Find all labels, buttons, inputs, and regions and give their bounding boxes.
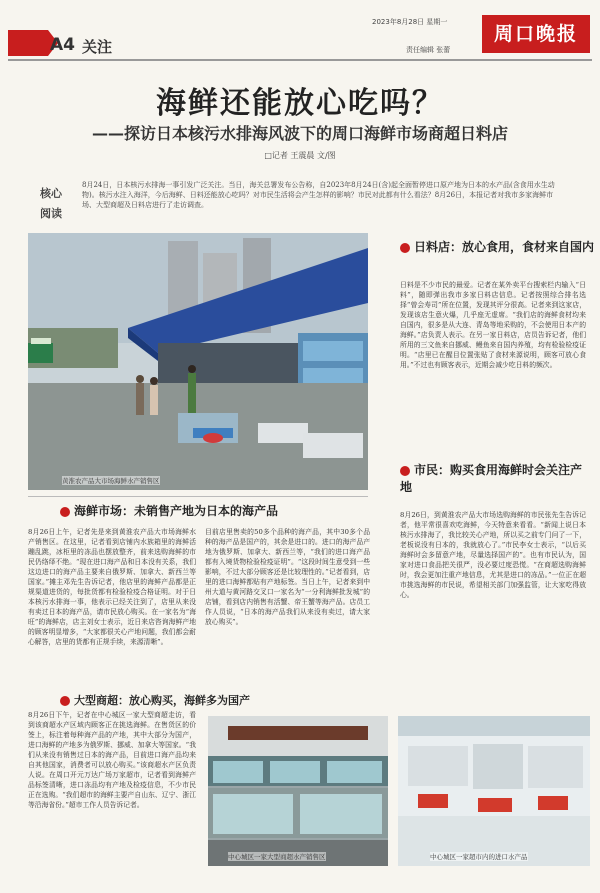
mall-photo <box>208 716 388 866</box>
market-photo-illustration <box>28 233 368 490</box>
supermarket-photo-caption: 中心城区一家超市内的进口水产品 <box>430 853 528 861</box>
bullet-icon <box>60 696 70 706</box>
mall-photo-caption: 中心城区一家大型商超水产销售区 <box>228 853 326 861</box>
restaurant-body: 日料是不少市民的最爱。记者在某外卖平台搜索栏内输入“日料”，随即弹出我市多家日料店信息。记者按照综合排名选择“曾会寿司”所在位置，发现其评分很高。记者来到这家店，发现该店生意火爆，几乎座无虚席。“我们店的海鲜食材均来自国内，很多是从大连、青岛等地采购的，不会使用日本产的海鲜。”店负责人表示。在另一家日料店，店员告诉记者，他们所用的三文鱼来自挪威、鳗鱼来自国内养殖，均有检验检疫证明。“店里已在醒目位置张贴了食材来源说明，顾客可放心食用。”不过也有顾客表示，近期会减少吃日料的频次。 <box>400 281 586 369</box>
bullet-icon <box>400 466 410 476</box>
lead-label: 核心阅读 <box>40 187 62 220</box>
header-divider <box>8 59 592 61</box>
market-photo-caption: 黄淮农产品大市场海鲜水产销售区 <box>62 477 160 485</box>
mall-heading-text: 大型商超：放心购买，海鲜多为国产 <box>74 694 250 707</box>
mall-heading <box>60 692 250 708</box>
section-name: 关注 <box>82 38 113 56</box>
citizens-heading-text: 市民：购买食用海鲜时会关注产地 <box>400 463 583 494</box>
newspaper-logo: 周口晚报 <box>482 15 590 53</box>
market-photo <box>28 233 368 490</box>
mall-photo-illustration <box>208 716 388 866</box>
subheadline: ——探访日本核污水排海风波下的周口海鲜市场商超日料店 <box>91 124 508 143</box>
section-divider <box>28 496 368 497</box>
supermarket-photo <box>398 716 590 866</box>
bullet-icon <box>400 243 410 253</box>
market-body-col2: 目前店里售卖的50多个品种的海产品，其中30多个品种的海产品是国产的，其余是进口的。进口的海产品产地为俄罗斯、加拿大、新西兰等，“我们的进口海产品都有入境货物检验检疫证明”。“这段时间生意受到一些影响，不过大部分顾客还是比较理性的。”记者看到，店里的进口海鲜都贴有产地标签。当日上午，记者来到中州大道与黄河路交叉口一家名为“一分利海鲜批发城”的店铺，看到店内销售有活蟹、帝王蟹等海产品。店员工作人员说，“日本的海产品我们从来没有卖过，请大家放心购买”。 <box>205 528 370 626</box>
market-heading <box>60 502 278 519</box>
mall-body: 8月26日下午，记者在中心城区一家大型商超走访，看到该商超水产区域内顾客正在挑选海鲜。在售货区的价签上，标注着每种海产品的产地，其中大部分为国产，进口海鲜的产地多为俄罗斯、挪威、加拿大等国家。“我们从来没有销售过日本的海产品，目前进口海产品均来自其他国家，消费者可以放心购买。”该商超水产区负责人说。在周口开元万达广场万家超市，记者看到海鲜产品标签清晰，进口冻品均有产地及检疫信息，不少市民正在选购。“我们超市的海鲜主要产自山东、辽宁、浙江等沿海省份。”超市工作人员告诉记者。 <box>28 711 196 809</box>
lead-paragraph: 8月24日，日本核污水排海一事引发广泛关注。当日，海关总署发布公告称，自2023年8月24日(含)起全面暂停进口原产地为日本的水产品(含食用水生动物)。核污水注入海洋，今后海鲜、日料还能放心吃吗？对市民生活将会产生怎样的影响？市民对此都有什么看法？8月26日，本报记者对我市多家海鲜市场、大型商超及日料店进行了走访调查。 <box>82 181 555 209</box>
issue-date: 2023年8月28日 星期一 <box>372 18 448 26</box>
restaurant-heading-text: 日料店：放心食用，食材来自国内 <box>414 240 595 254</box>
citizens-heading <box>400 461 590 495</box>
citizens-body: 8月26日，到黄淮农产品大市场选购海鲜的市民张先生告诉记者，他平常很喜欢吃海鲜，今天特意来看看。“新闻上说日本核污水排海了，我比较关心产地，所以买之前专门问了一下，老板说没有日本的，我就放心了。”市民李女士表示，“以后买海鲜时会多留意产地，尽量选择国产的”。也有市民认为，国家对进口食品把关很严，没必要过度恐慌。“在商超选购海鲜时，我会更加注重产地信息，尤其是进口的冻品。”一位正在超市挑选海鲜的市民说，希望相关部门加强监管，让大家吃得放心。 <box>400 511 586 599</box>
supermarket-photo-illustration <box>398 716 590 866</box>
page-number: A4 <box>50 35 75 55</box>
market-heading-text: 海鲜市场：未销售产地为日本的海产品 <box>74 504 279 518</box>
restaurant-heading <box>400 238 594 255</box>
byline: □记者 王震晨 文/图 <box>264 151 336 160</box>
market-body-col1: 8月26日上午，记者先是来到黄淮农产品大市场海鲜水产销售区。在这里，记者看到店铺内水族箱里的海鲜活蹦乱跳，冰柜里的冻品也摆放整齐，前来选购海鲜的市民仍络绎不绝。“现在进口海产品和日本没有关系，我们这边进口的海产品主要来自俄罗斯、加拿大、新西兰等国家。”摊主邓先生告诉记者，他店里的海鲜产品都是正规渠道进货的，每批货都有检验检疫合格证明。对于日本核污水排海一事，他表示已经关注到了，店里从来没有卖过日本的海产品，请市民放心购买。在一家名为“海旺”的海鲜店，店主刘女士表示，近日来店咨询海鲜产地的顾客明显增多，“大家都很关心产地问题，我们都会耐心解答，店里的货都有正规手续，来源清晰”。 <box>28 528 196 646</box>
responsible-editor: 责任编辑 张蕾 <box>406 46 451 54</box>
page-tag-marker <box>8 30 48 56</box>
bullet-icon <box>60 507 70 517</box>
headline: 海鲜还能放心吃吗？ <box>156 86 444 121</box>
